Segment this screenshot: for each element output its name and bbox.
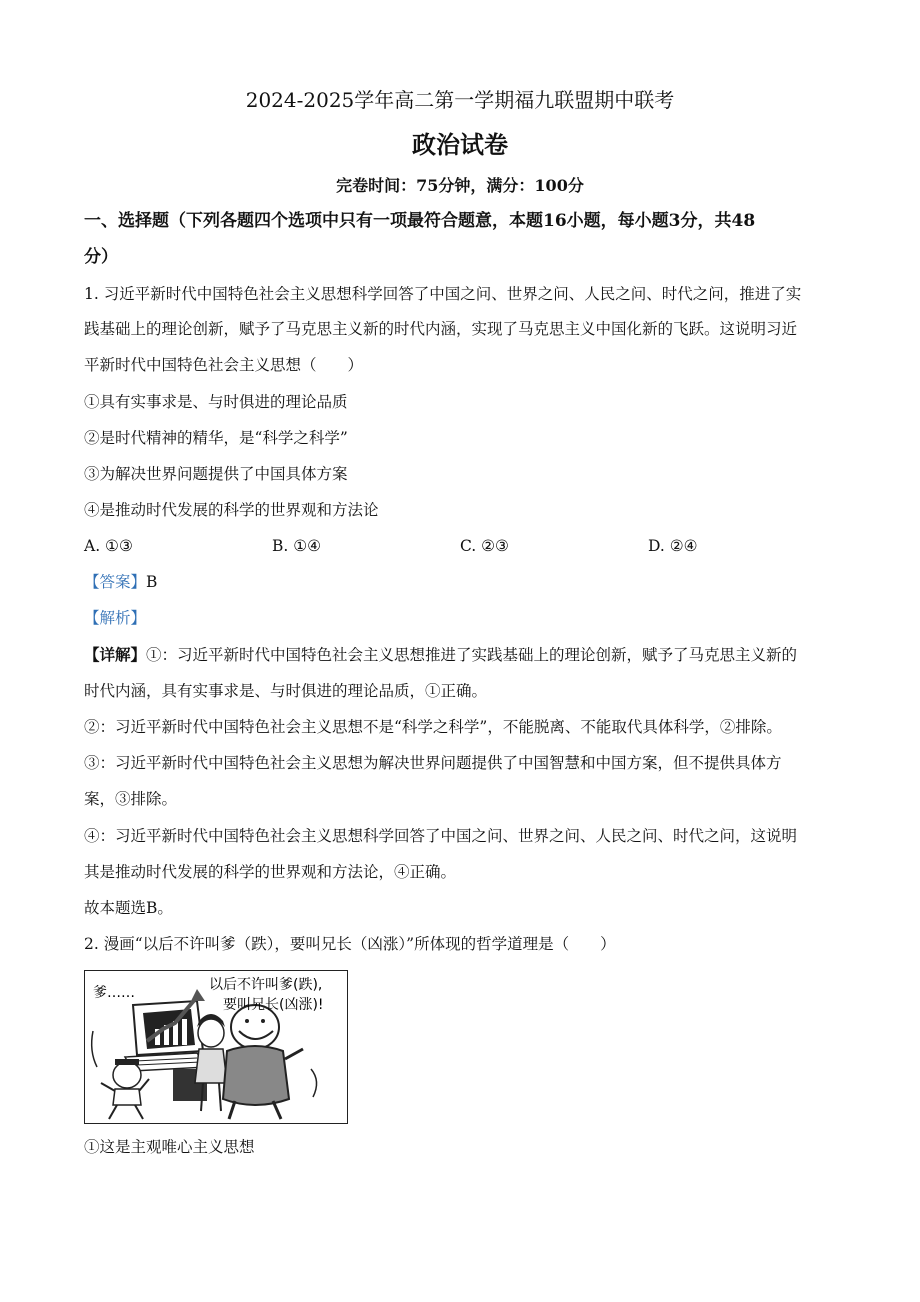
- big-man-figure: [223, 1005, 303, 1119]
- q1-detail-line5: 案，③排除。: [84, 790, 178, 808]
- q1-option-b: B. ①④: [272, 537, 322, 555]
- cartoon-caption-line2: 要叫兄长(凶涨)!: [223, 997, 324, 1013]
- q1-detail-line2: 时代内涵，具有实事求是、与时俱进的理论品质，①正确。: [84, 682, 488, 700]
- q1-answer: [84, 571, 157, 593]
- cartoon-image: [84, 970, 348, 1124]
- cartoon-caption-line1: 以后不许叫爹(跌),: [209, 977, 323, 993]
- q1-statement-1: ①具有实事求是、与时俱进的理论品质: [84, 393, 348, 411]
- q1-detail-line4: ③：习近平新时代中国特色社会主义思想为解决世界问题提供了中国智慧和中国方案，但不提供具体方: [84, 754, 782, 772]
- q1-conclusion: 故本题选B。: [84, 899, 173, 917]
- answer-tag: 【答案】: [84, 573, 147, 591]
- cartoon-small-text: 爹……: [93, 985, 135, 1001]
- q1-detail-line1: [84, 644, 797, 666]
- q1-statement-4: ④是推动时代发展的科学的世界观和方法论: [84, 501, 379, 519]
- q1-option-c: C. ②③: [460, 537, 509, 555]
- detail-text: ①：习近平新时代中国特色社会主义思想推进了实践基础上的理论创新，赋予了马克思主义新的: [146, 646, 798, 664]
- q1-stem-line1: 1. 习近平新时代中国特色社会主义思想科学回答了中国之问、世界之问、人民之问、时代之问，推进了实: [84, 285, 802, 303]
- q1-detail-line7: 其是推动时代发展的科学的世界观和方法论，④正确。: [84, 863, 457, 881]
- q1-option-a: A. ①③: [84, 537, 133, 555]
- q1-stem-line2: 践基础上的理论创新，赋予了马克思主义新的时代内涵，实现了马克思主义中国化新的飞跃。这说明习近: [84, 320, 798, 338]
- q1-statement-3: ③为解决世界问题提供了中国具体方案: [84, 465, 348, 483]
- section-heading-line1: 一、选择题（下列各题四个选项中只有一项最符合题意，本题16小题，每小题3分，共48: [84, 211, 756, 231]
- section-heading-line2: 分）: [84, 247, 118, 267]
- detail-label: 【详解】: [84, 645, 147, 664]
- q1-statement-2: ②是时代精神的精华，是“科学之科学”: [84, 429, 348, 447]
- q2-statement-1: ①这是主观唯心主义思想: [84, 1138, 255, 1156]
- subject-title: 政治试卷: [412, 130, 508, 159]
- q2-stem: 2. 漫画“以后不许叫爹（跌），要叫兄长（凶涨）”所体现的哲学道理是（ ）: [84, 935, 616, 953]
- q1-option-d: D. ②④: [648, 537, 698, 555]
- q1-detail-line3: ②：习近平新时代中国特色社会主义思想不是“科学之科学”，不能脱离、不能取代具体科学，②排除。: [84, 718, 782, 736]
- exam-info: 完卷时间：75分钟，满分：100分: [336, 176, 584, 195]
- analysis-tag: 【解析】: [84, 609, 147, 627]
- q1-detail-line6: ④：习近平新时代中国特色社会主义思想科学回答了中国之问、世界之问、人民之问、时代之问，这说明: [84, 827, 798, 845]
- q1-stem-line3: 平新时代中国特色社会主义思想（ ）: [84, 356, 364, 374]
- answer-value: B: [146, 573, 158, 591]
- exam-title: 2024-2025学年高二第一学期福九联盟期中联考: [245, 88, 675, 112]
